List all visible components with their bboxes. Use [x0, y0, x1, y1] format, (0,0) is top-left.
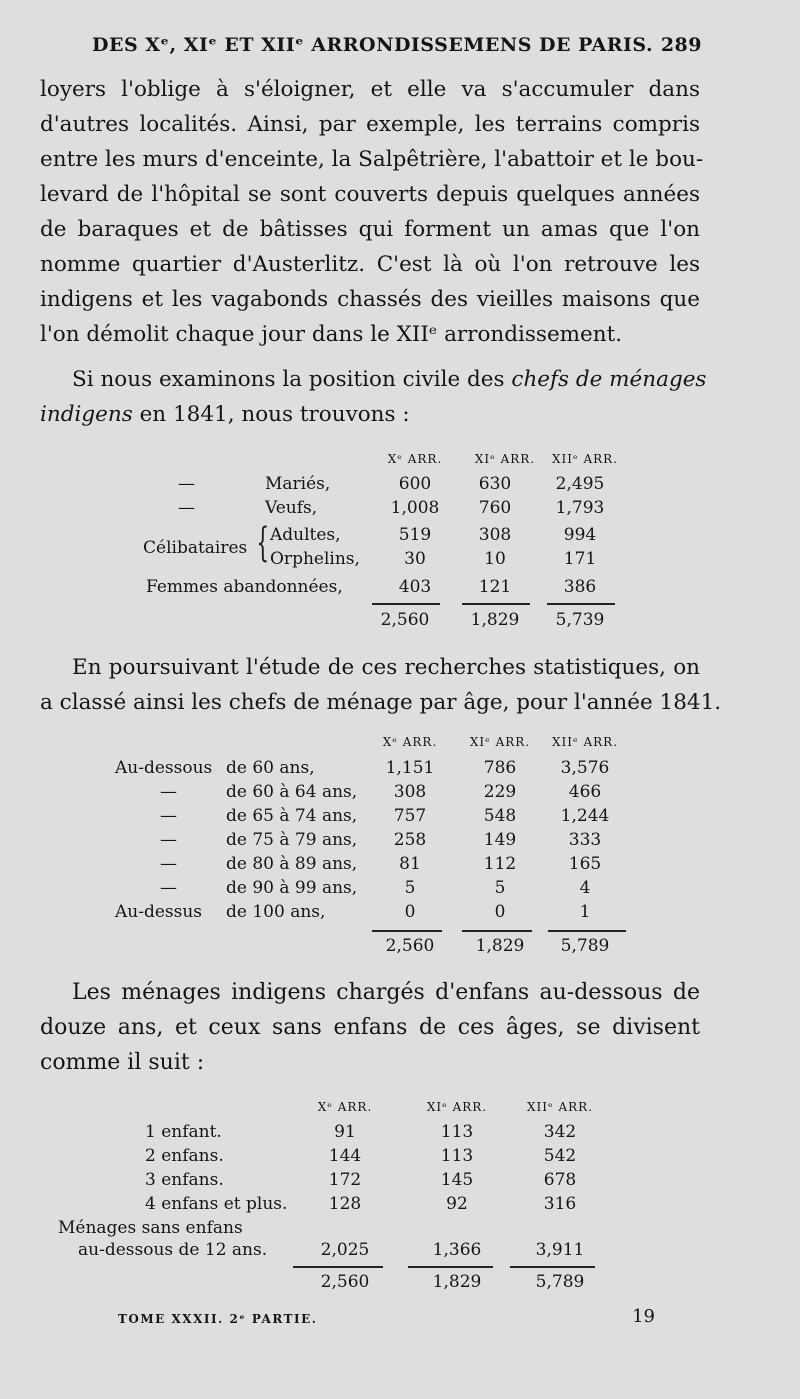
table-cell: 10 [484, 549, 506, 569]
row-label: de 60 ans, [226, 758, 315, 778]
row-label: 1 enfant. [145, 1122, 222, 1142]
text-line: levard de l'hôpital se sont couverts depuis quelques années [40, 182, 700, 207]
total-rule [462, 603, 530, 605]
total-rule [293, 1266, 383, 1268]
table-cell: 1,151 [385, 758, 435, 778]
text-line: comme il suit : [40, 1050, 205, 1075]
brace: { [256, 520, 270, 566]
text-line [40, 397, 700, 432]
text-span: en 1841, nous trouvons : [132, 402, 410, 427]
total-cell: 5,789 [560, 936, 610, 956]
total-rule [462, 930, 532, 932]
row-dash: — [178, 498, 195, 518]
total-rule [510, 1266, 595, 1268]
table-cell: 786 [483, 758, 517, 778]
table-cell: 466 [568, 782, 602, 802]
row-label: 4 enfans et plus. [145, 1194, 288, 1214]
table-cell: 128 [328, 1194, 362, 1214]
table-cell: 308 [478, 525, 512, 545]
total-cell: 1,829 [432, 1272, 482, 1292]
row-prefix: — [160, 782, 177, 802]
column-header: XIIᵉ ARR. [551, 452, 619, 466]
header-title: DES Xᵉ, XIᵉ ET XIIᵉ ARRONDISSEMENS DE PARIS. [92, 34, 654, 56]
group-label: Célibataires [143, 538, 248, 558]
text-line: Les ménages indigens chargés d'enfans au-dessous de [72, 980, 700, 1005]
row-prefix: — [160, 830, 177, 850]
total-rule [547, 603, 615, 605]
row-label: Mariés, [265, 474, 331, 494]
total-rule [372, 930, 442, 932]
table-cell: 5 [494, 878, 506, 898]
text-line: d'autres localités. Ainsi, par exemple, les terrains compris [40, 112, 700, 137]
table-cell: 3,911 [535, 1240, 585, 1260]
table-cell: 386 [563, 577, 597, 597]
row-prefix: Au-dessus [115, 902, 203, 922]
text-line: nomme quartier d'Austerlitz. C'est là où l'on retrouve les [40, 252, 700, 277]
table-cell: 403 [398, 577, 432, 597]
paragraph-3 [40, 650, 722, 720]
total-rule [372, 603, 440, 605]
table-cell: 757 [393, 806, 427, 826]
signature-mark: 19 [632, 1306, 655, 1327]
paragraph-1 [40, 72, 704, 352]
row-label: au-dessous de 12 ans. [78, 1240, 268, 1260]
table-cell: 258 [393, 830, 427, 850]
row-prefix: — [160, 806, 177, 826]
row-label: Femmes abandonnées, [146, 577, 343, 597]
table-cell: 91 [334, 1122, 356, 1142]
table-cell: 1,793 [555, 498, 605, 518]
table-cell: 1,008 [390, 498, 440, 518]
table-cell: 1 [579, 902, 591, 922]
total-cell: 1,829 [470, 610, 520, 630]
row-label: Orphelins, [270, 549, 360, 569]
table-cell: 149 [483, 830, 517, 850]
table-cell: 4 [579, 878, 591, 898]
table-cell: 112 [483, 854, 517, 874]
table-cell: 308 [393, 782, 427, 802]
table-cell: 0 [494, 902, 506, 922]
table-cell: 2,025 [320, 1240, 370, 1260]
total-cell: 1,829 [475, 936, 525, 956]
table-cell: 994 [563, 525, 597, 545]
column-header: XIᵉ ARR. [469, 735, 531, 749]
table-cell: 172 [328, 1170, 362, 1190]
table-cell: 600 [398, 474, 432, 494]
table-cell: 760 [478, 498, 512, 518]
text-line: l'on démolit chaque jour dans le XIIᵉ arrondissement. [40, 322, 623, 347]
column-header: XIIᵉ ARR. [551, 735, 619, 749]
row-label: de 75 à 79 ans, [226, 830, 358, 850]
table-cell: 333 [568, 830, 602, 850]
total-rule [408, 1266, 493, 1268]
column-header: XIᵉ ARR. [426, 1100, 488, 1114]
text-line: de baraques et de bâtisses qui forment un amas que l'on [40, 217, 700, 242]
table-cell: 144 [328, 1146, 362, 1166]
text-line: loyers l'oblige à s'éloigner, et elle va s'accumuler dans [40, 77, 700, 102]
table-cell: 81 [399, 854, 421, 874]
table-cell: 165 [568, 854, 602, 874]
table-cell: 542 [543, 1146, 577, 1166]
total-cell: 2,560 [320, 1272, 370, 1292]
table-cell: 229 [483, 782, 517, 802]
total-cell: 2,560 [380, 610, 430, 630]
column-header: XIIᵉ ARR. [526, 1100, 594, 1114]
table-cell: 1,366 [432, 1240, 482, 1260]
table-cell: 92 [446, 1194, 468, 1214]
volume-footer: TOME XXXII. 2ᵉ PARTIE. [118, 1312, 318, 1326]
table-cell: 342 [543, 1122, 577, 1142]
table-cell: 519 [398, 525, 432, 545]
column-header: Xᵉ ARR. [382, 735, 438, 749]
column-header: Xᵉ ARR. [317, 1100, 373, 1114]
text-line [40, 362, 707, 397]
table-cell: 2,495 [555, 474, 605, 494]
row-prefix: Au-dessous [115, 758, 213, 778]
column-header: XIᵉ ARR. [474, 452, 536, 466]
running-header [92, 34, 702, 56]
row-label: de 60 à 64 ans, [226, 782, 358, 802]
total-rule [548, 930, 626, 932]
table-cell: 171 [563, 549, 597, 569]
table-cell: 121 [478, 577, 512, 597]
table-cell: 145 [440, 1170, 474, 1190]
row-label: 3 enfans. [145, 1170, 224, 1190]
row-label: Veufs, [265, 498, 318, 518]
row-label: de 90 à 99 ans, [226, 878, 358, 898]
row-label: Ménages sans enfans [58, 1218, 243, 1238]
text-line: entre les murs d'enceinte, la Salpêtrière, l'abattoir et le bou- [40, 147, 704, 172]
row-dash: — [178, 474, 195, 494]
table-cell: 1,244 [560, 806, 610, 826]
column-header: Xᵉ ARR. [387, 452, 443, 466]
row-label: Adultes, [270, 525, 341, 545]
text-line: a classé ainsi les chefs de ménage par âge, pour l'année 1841. [40, 690, 722, 715]
table-cell: 678 [543, 1170, 577, 1190]
table-cell: 30 [404, 549, 426, 569]
total-cell: 2,560 [385, 936, 435, 956]
row-label: de 100 ans, [226, 902, 326, 922]
row-label: 2 enfans. [145, 1146, 224, 1166]
table-cell: 5 [404, 878, 416, 898]
table-cell: 316 [543, 1194, 577, 1214]
total-cell: 5,789 [535, 1272, 585, 1292]
text-line: indigens et les vagabonds chassés des vieilles maisons que [40, 287, 700, 312]
text-line: douze ans, et ceux sans enfans de ces âges, se divisent [40, 1015, 700, 1040]
row-label: de 65 à 74 ans, [226, 806, 358, 826]
italic-span: indigens [40, 402, 133, 427]
table-cell: 630 [478, 474, 512, 494]
total-cell: 5,739 [555, 610, 605, 630]
table-cell: 113 [440, 1146, 474, 1166]
page-number: 289 [660, 34, 702, 56]
table-cell: 113 [440, 1122, 474, 1142]
row-label: de 80 à 89 ans, [226, 854, 358, 874]
row-prefix: — [160, 854, 177, 874]
row-prefix: — [160, 878, 177, 898]
paragraph-4 [40, 975, 700, 1080]
italic-span: chefs de ménages [511, 367, 707, 392]
paragraph-2 [40, 362, 707, 432]
table-cell: 548 [483, 806, 517, 826]
table-cell: 0 [404, 902, 416, 922]
table-cell: 3,576 [560, 758, 610, 778]
text-span: Si nous examinons la position civile des [72, 367, 512, 392]
text-line: En poursuivant l'étude de ces recherches statistiques, on [72, 655, 700, 680]
